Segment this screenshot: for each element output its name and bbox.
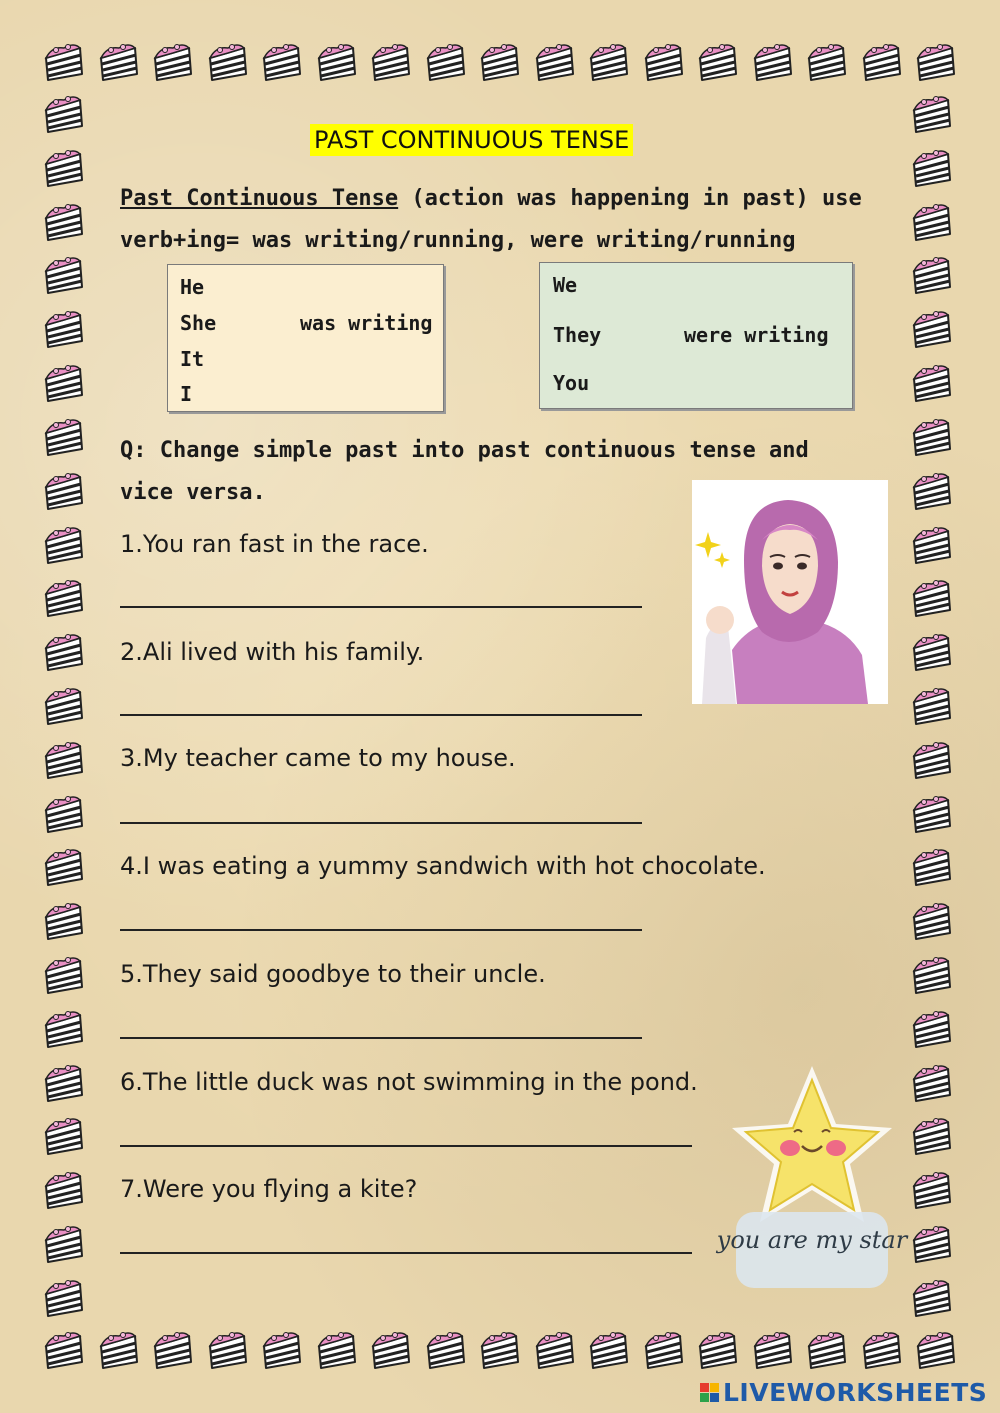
cake-slice-icon: [914, 1328, 958, 1372]
cake-slice-icon: [97, 1328, 141, 1372]
plural-pronoun-box: [539, 262, 853, 409]
cake-slice-icon: [910, 146, 954, 190]
pronoun-we: We: [553, 273, 578, 297]
cake-slice-icon: [860, 40, 904, 84]
cake-slice-icon: [478, 40, 522, 84]
cake-slice-icon: [42, 1061, 86, 1105]
cake-slice-icon: [42, 200, 86, 244]
answer-line-3[interactable]: [120, 822, 642, 824]
border-right: [910, 92, 954, 1320]
cake-slice-icon: [910, 469, 954, 513]
cake-slice-icon: [751, 40, 795, 84]
intro-text: [120, 178, 880, 262]
star-cheek-right: [826, 1140, 846, 1156]
cake-slice-icon: [42, 307, 86, 351]
cake-slice-icon: [478, 1328, 522, 1372]
answer-line-4[interactable]: [120, 929, 642, 931]
cake-slice-icon: [42, 40, 86, 84]
cake-slice-icon: [315, 1328, 359, 1372]
cake-slice-icon: [910, 738, 954, 782]
cake-slice-icon: [42, 630, 86, 674]
cake-slice-icon: [42, 1168, 86, 1212]
cake-slice-icon: [42, 1114, 86, 1158]
border-bottom: [42, 1328, 958, 1372]
exercise-6: 6.The little duck was not swimming in the pond.: [120, 1068, 698, 1096]
question-line-2: vice versa.: [120, 480, 266, 505]
cake-slice-icon: [533, 1328, 577, 1372]
pronoun-she: She: [180, 311, 217, 335]
cake-slice-icon: [42, 576, 86, 620]
exercise-7: 7.Were you flying a kite?: [120, 1175, 418, 1203]
cake-slice-icon: [42, 361, 86, 405]
cake-slice-icon: [910, 899, 954, 943]
fist: [706, 606, 734, 634]
cake-slice-icon: [42, 523, 86, 567]
cake-slice-icon: [587, 40, 631, 84]
right-eye: [797, 563, 807, 570]
cake-slice-icon: [533, 40, 577, 84]
cake-slice-icon: [642, 1328, 686, 1372]
cake-slice-icon: [42, 792, 86, 836]
cake-slice-icon: [42, 469, 86, 513]
answer-line-1[interactable]: [120, 606, 642, 608]
cake-slice-icon: [910, 684, 954, 728]
cake-slice-icon: [42, 899, 86, 943]
question-line-1: Q: Change simple past into past continuous tense and: [120, 438, 809, 463]
cake-slice-icon: [369, 40, 413, 84]
cake-slice-icon: [642, 40, 686, 84]
cake-slice-icon: [910, 253, 954, 297]
cake-slice-icon: [910, 630, 954, 674]
girl-hijab-illustration: [692, 480, 888, 704]
exercise-2: 2.Ali lived with his family.: [120, 638, 425, 666]
cake-slice-icon: [805, 40, 849, 84]
star-cheek-left: [780, 1140, 800, 1156]
cake-slice-icon: [151, 40, 195, 84]
logo-mark-icon: [700, 1383, 719, 1402]
cake-slice-icon: [424, 40, 468, 84]
cake-slice-icon: [369, 1328, 413, 1372]
cake-slice-icon: [97, 40, 141, 84]
left-eye: [773, 563, 783, 570]
cake-slice-icon: [910, 1222, 954, 1266]
cake-slice-icon: [424, 1328, 468, 1372]
pronoun-they: They: [553, 323, 602, 347]
page-title: PAST CONTINUOUS TENSE: [310, 124, 633, 156]
cake-slice-icon: [42, 953, 86, 997]
cake-slice-icon: [260, 1328, 304, 1372]
cake-slice-icon: [910, 576, 954, 620]
cake-slice-icon: [751, 1328, 795, 1372]
cake-slice-icon: [910, 792, 954, 836]
cake-slice-icon: [910, 1168, 954, 1212]
intro-line-1: [120, 178, 880, 220]
cake-slice-icon: [42, 684, 86, 728]
cake-slice-icon: [42, 146, 86, 190]
cake-slice-icon: [696, 40, 740, 84]
cake-slice-icon: [315, 40, 359, 84]
cake-slice-icon: [587, 1328, 631, 1372]
cake-slice-icon: [42, 1007, 86, 1051]
cake-slice-icon: [151, 1328, 195, 1372]
intro-term: Past Continuous Tense: [120, 186, 399, 211]
answer-line-2[interactable]: [120, 714, 642, 716]
cake-slice-icon: [42, 415, 86, 459]
cake-slice-icon: [42, 738, 86, 782]
cake-slice-icon: [910, 1276, 954, 1320]
cake-slice-icon: [696, 1328, 740, 1372]
cake-slice-icon: [42, 845, 86, 889]
pronoun-it: It: [180, 347, 205, 371]
verb-was-writing: was writing: [300, 311, 433, 335]
border-top: [42, 40, 958, 84]
answer-line-7[interactable]: [120, 1252, 692, 1254]
cake-slice-icon: [910, 415, 954, 459]
cake-slice-icon: [910, 1061, 954, 1105]
cake-slice-icon: [910, 200, 954, 244]
cake-slice-icon: [42, 1328, 86, 1372]
cake-slice-icon: [206, 40, 250, 84]
pronoun-you: You: [553, 371, 590, 395]
cake-slice-icon: [914, 40, 958, 84]
cake-slice-icon: [860, 1328, 904, 1372]
exercise-5: 5.They said goodbye to their uncle.: [120, 960, 546, 988]
cake-slice-icon: [910, 361, 954, 405]
liveworksheets-logo: [700, 1376, 987, 1408]
star-icon: [746, 1080, 878, 1210]
cake-slice-icon: [805, 1328, 849, 1372]
logo-text: LIVEWORKSHEETS: [723, 1377, 988, 1407]
sticker-text: you are my star: [716, 1226, 908, 1254]
you-are-my-star-sticker: [716, 1062, 908, 1290]
cake-slice-icon: [206, 1328, 250, 1372]
exercise-3: 3.My teacher came to my house.: [120, 744, 516, 772]
border-left: [42, 92, 86, 1320]
cake-slice-icon: [42, 92, 86, 136]
cake-slice-icon: [910, 523, 954, 567]
intro-line-1-rest: (action was happening in past) use: [398, 186, 862, 211]
singular-pronoun-box: [167, 264, 444, 412]
cake-slice-icon: [910, 307, 954, 351]
verb-were-writing: were writing: [684, 323, 829, 347]
cake-slice-icon: [910, 1007, 954, 1051]
pronoun-he: He: [180, 275, 205, 299]
cake-slice-icon: [910, 845, 954, 889]
pronoun-i: I: [180, 382, 193, 406]
cake-slice-icon: [910, 1114, 954, 1158]
cake-slice-icon: [42, 1276, 86, 1320]
cake-slice-icon: [910, 92, 954, 136]
cake-slice-icon: [910, 953, 954, 997]
exercise-4: 4.I was eating a yummy sandwich with hot chocolate.: [120, 852, 766, 880]
intro-line-2: verb+ing= was writing/running, were writing/running: [120, 228, 796, 253]
cake-slice-icon: [42, 253, 86, 297]
cake-slice-icon: [42, 1222, 86, 1266]
answer-line-6[interactable]: [120, 1145, 692, 1147]
cake-slice-icon: [260, 40, 304, 84]
answer-line-5[interactable]: [120, 1037, 642, 1039]
exercise-1: 1.You ran fast in the race.: [120, 530, 429, 558]
